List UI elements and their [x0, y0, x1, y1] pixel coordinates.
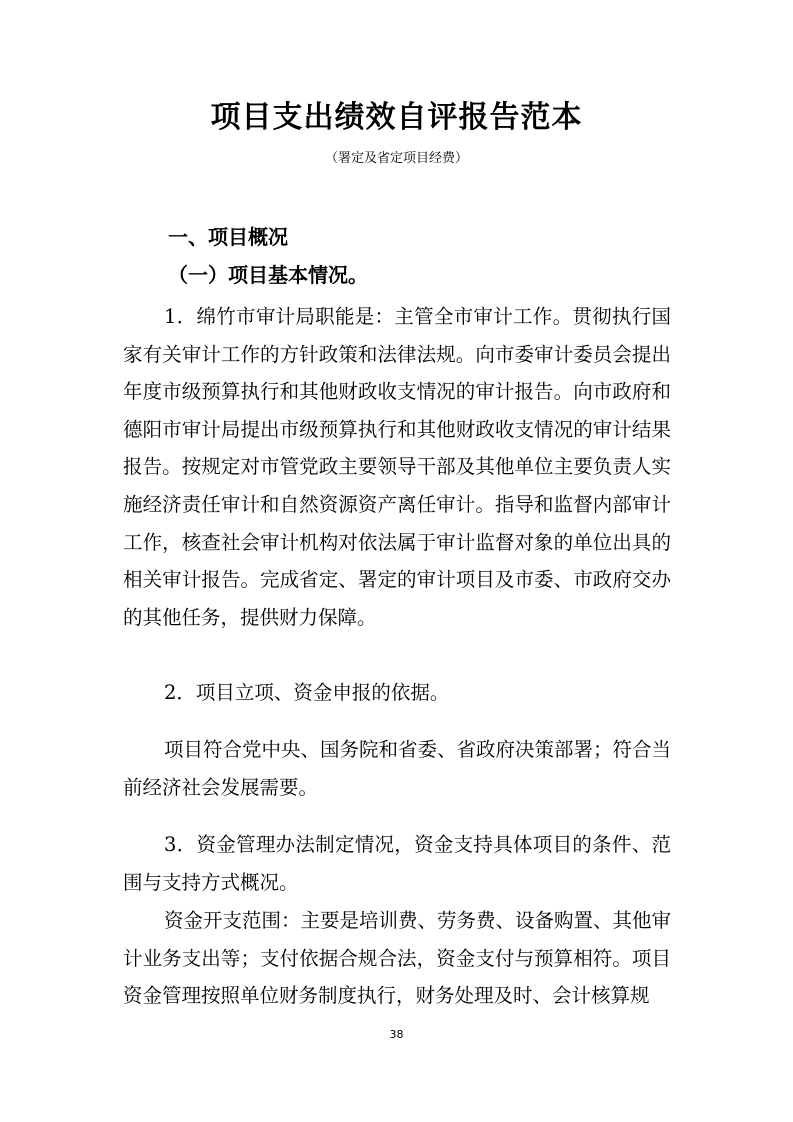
section-heading: 一、项目概况: [168, 225, 288, 249]
paragraph-agency-duties: 1．绵竹市审计局职能是：主管全市审计工作。贯彻执行国家有关审计工作的方针政策和法律法规。向市委审计委员会提出年度市级预算执行和其他财政收支情况的审计报告。向市政府和德阳市审计局提出市级预算执行和其他财政收支情况的审计结果报告。按规定对市管党政主要领导干部及其他单位主要负责人实施经济责任审计和自然资源资产离任审计。指导和监督内部审计工作，核查社会审计机构对依法属于审计监督对象的单位出具的相关审计报告。完成省定、署定的审计项目及市委、市政府交办的其他任务，提供财力保障。: [123, 305, 671, 629]
paragraph-project-basis: 项目符合党中央、国务院和省委、省政府决策部署；符合当前经济社会发展需要。: [123, 738, 672, 799]
paragraph-fund-scope: 资金开支范围：主要是培训费、劳务费、设备购置、其他审计业务支出等；支付依据合规合法，资金支付与预算相符。项目资金管理按照单位财务制度执行，财务处理及时、会计核算规: [123, 909, 672, 1008]
document-title: 项目支出绩效自评报告范本: [210, 100, 583, 135]
paragraph-item-3-heading: 3．资金管理办法制定情况，资金支持具体项目的条件、范围与支持方式概况。: [123, 833, 671, 894]
document-subtitle: （署定及省定项目经费）: [324, 151, 468, 166]
paragraph-item-2-heading: 2．项目立项、资金申报的依据。: [164, 681, 450, 704]
subsection-heading: （一）项目基本情况。: [168, 263, 368, 287]
page-number: 38: [389, 1028, 404, 1041]
